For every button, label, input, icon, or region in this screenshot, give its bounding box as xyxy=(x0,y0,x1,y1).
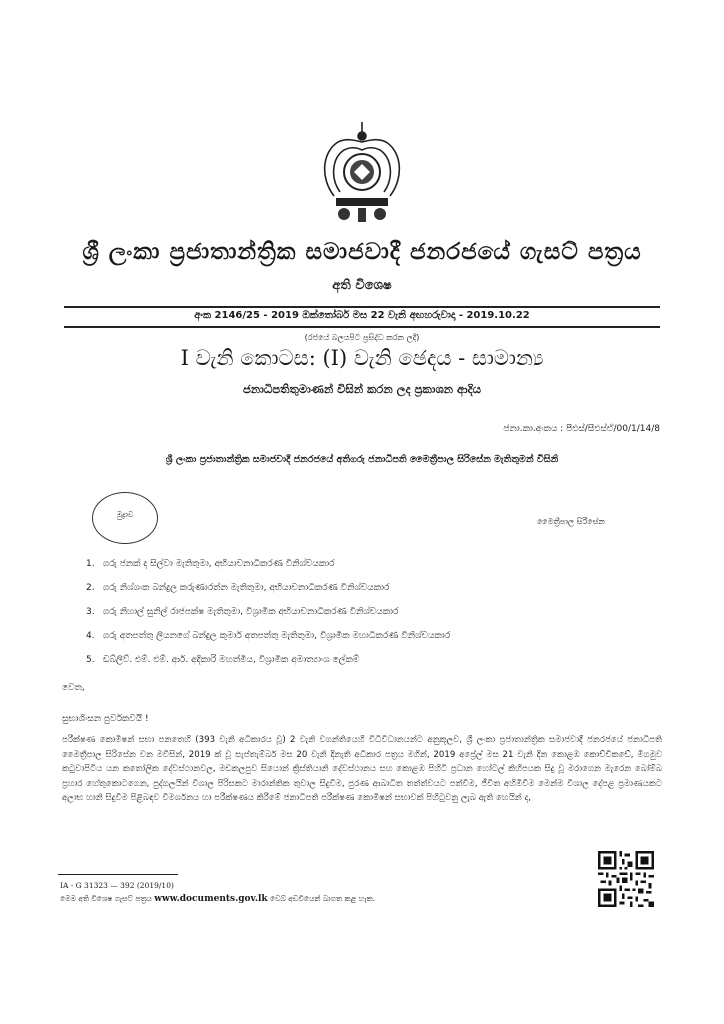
footer-code: IA - G 31323 — 392 (2019/10) xyxy=(60,881,174,890)
header-rule-bottom xyxy=(64,326,660,328)
list-item-text: ගරු අතපත්තු ලියනගේ බන්දුල කුමාර් අතපත්තු මැතිතුමා, විශ්‍රාමික මහාධිකරණ විනිශ්චයකාර xyxy=(102,631,451,641)
footer-rule xyxy=(58,874,178,875)
list-item-number: 5. xyxy=(86,655,95,665)
seal-label: මුද්‍රාව xyxy=(116,510,134,519)
list-item-number: 1. xyxy=(86,559,95,569)
list-item-number: 4. xyxy=(86,631,95,641)
signature-name: මෛත්‍රීපාල සිරිසේන xyxy=(537,517,605,526)
list-item xyxy=(86,655,450,679)
commission-members-list xyxy=(86,559,450,679)
list-item-text: ගරු නිශ්ශංක බන්දුල කරුණාරත්න මැතිතුමා, අභියාචනාධිකරණ විනිශ්චයකාර xyxy=(102,583,390,593)
footer-note-prefix: මෙම අති විශෙෂ ගැසට් පත්‍රය xyxy=(60,894,152,903)
list-item-text: ගරු ජනක් ද සිල්වා මැතිතුමා, අභියාචනාධිකරණ විනිශ්චයකාර xyxy=(102,559,335,569)
list-item-text: ඩබ්ලිව්. එම්. එම්. ආර්. අදිකාරි මහත්මිය, විශ්‍රාමික අමාත්‍යාංශ ලේකම් xyxy=(102,655,360,665)
list-item xyxy=(86,559,450,583)
footer-website-link[interactable]: www.documents.gov.lk xyxy=(154,894,268,904)
footer-note-suffix: වෙබ් අඩවියෙන් බාගත කළ හැක. xyxy=(270,894,376,903)
to-line: වෙත, xyxy=(62,683,85,693)
part-subheading: ජනාධිපතිතුමාණන් විසින් කරන ලද ප්‍රකාශන ආදිය xyxy=(242,382,482,396)
footer-note xyxy=(60,894,375,904)
header-rule-top xyxy=(64,306,660,308)
issue-line: අංක 2146/25 - 2019 ඔක්තෝබර් මස 22 වැනි අඟහරුවාදා - 2019.10.22 xyxy=(194,310,530,321)
list-item xyxy=(86,607,450,631)
list-item-number: 2. xyxy=(86,583,95,593)
body-paragraph: පරීක්ෂණ කොමිෂන් සභා පනතෙහි (393 වැනි අධිකාරය වූ) 2 වැනි වගන්තියෙහි විධිවිධානයන්ට අනුකූලව, ශ්‍රී ලංකා ප්‍රජාතාන්ත්‍රික සමාජවාදී ජනරජයේ ජනාධිපති මෛත්‍රීපාල සිරිසේන වන මවිසින්, 2019 ක් වූ සැප්තැම්බර් මස 20 වැනි දිනැති අධිකාර පත්‍රය මගින්, 2019 අප්‍රේල් මස 21 වැනි දින කොළඹ කොච්චිකඩේ, මීගමුව කටුවාපිටිය යන කතෝලික දේවස්ථානවල, මඩකලපුව සියොන් ක්‍රිස්තියානි දේවස්ථානය සහ කොළඹ පිහිටි ප්‍රධාන හෝටල් කිහිපයක සිදු වූ මරාගෙන මැරෙන බෝම්බ ප්‍රහාර හේතුකොටගෙන, පුද්ගලයින් විශාල පිරිසකට මාරාන්තික තුවාල සිදුවීම, පුරණ ආබාධිත තත්ත්වයට පත්වීම, ජීවිත අහිමිවීම මෙන්ම විශාල දේපළ ප්‍රමාණයකට අලාභ හානි සිදුවීම පිළිබඳව විමර්ශනය හා පරීක්ෂණය කිරීමේ ජනාධිපති පරීක්ෂණ කොමිෂන් සභාවක් පිහිටුවනු ලැබ ඇති හෙයින් ද, xyxy=(62,735,662,804)
list-item xyxy=(86,631,450,655)
qr-code[interactable] xyxy=(598,851,654,907)
reference-number: ජනා.කා.අංකය : පීඑස්/සීඑස්ඒ/00/1/14/8 xyxy=(503,424,660,434)
list-item-text: ගරු නිහාල් සුනිල් රාජපක්ෂ මැතිතුමා, විශ්‍රාමික අභියාචනාධිකරණ විනිශ්චයකාර xyxy=(102,607,399,617)
by-president-line: ශ්‍රී ලංකා ප්‍රජාතාන්ත්‍රික සමාජවාදී ජනරජයේ අතිගරු ජනාධිපති මෛත්‍රීපාල සිරිසේන මැතිතුමන් විසිනි xyxy=(165,454,559,465)
national-emblem xyxy=(314,118,410,228)
seal-mark xyxy=(92,492,158,544)
extraordinary-label: අති විශෙෂ xyxy=(332,278,392,293)
part-heading: I වැනි කොටස: (I) වැනි ඡෙදය - සාමාන්‍ය xyxy=(180,346,544,370)
list-item-number: 3. xyxy=(86,607,95,617)
authority-note: (රජයේ බලයපිට ප්‍රසිද්ධ කරන ලදී) xyxy=(304,333,420,342)
list-item xyxy=(86,583,450,607)
gazette-title: ශ්‍රී ලංකා ප්‍රජාතාන්ත්‍රික සමාජවාදී ජනරජයේ ගැසට් පත්‍රය xyxy=(82,238,642,265)
greeting: සුභාශිංසන පුර්වකවයි ! xyxy=(62,714,149,724)
